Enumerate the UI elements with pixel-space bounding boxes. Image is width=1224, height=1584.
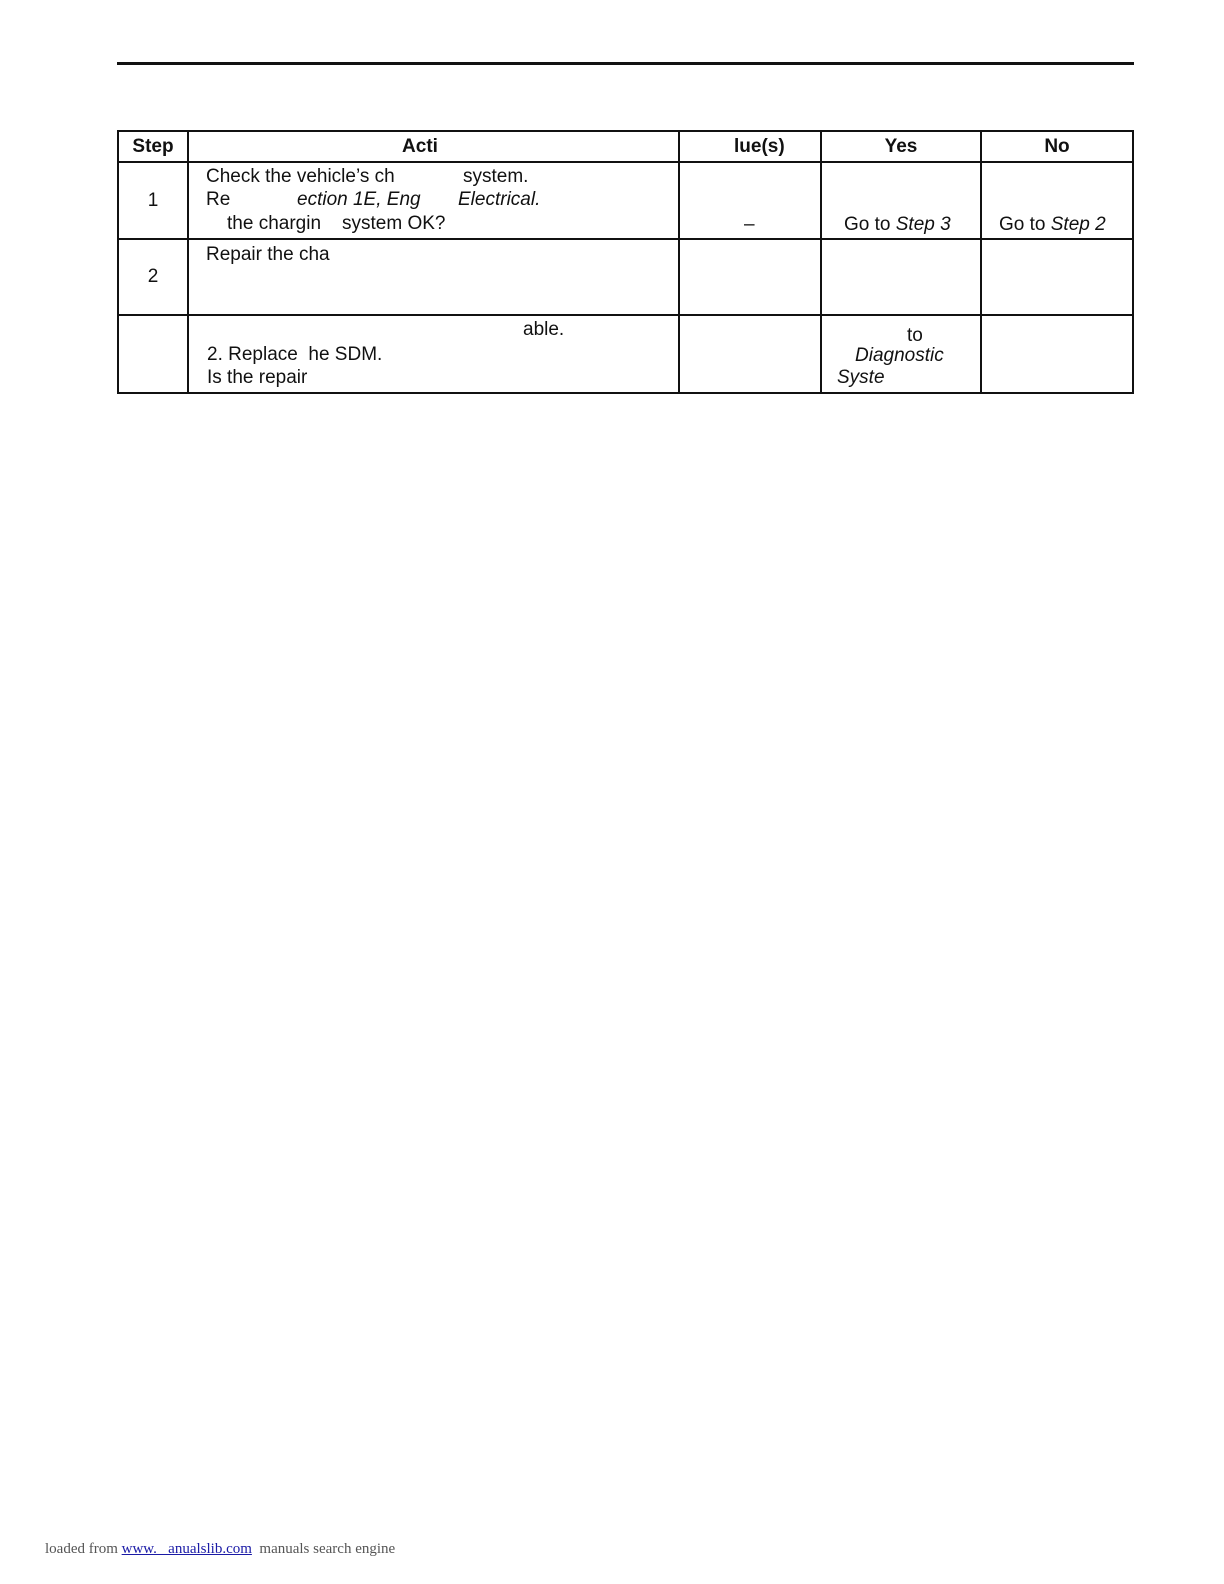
row3-yes-line2: Diagnostic [855,345,944,366]
row1-step: 1 [147,190,159,211]
row1-action-line2b: ection 1E, Eng [297,189,421,210]
row1-yes: Go to Step 3 [844,214,951,235]
footer-prefix: loaded from [45,1541,122,1557]
row2-action-line1: Repair the cha [206,244,330,265]
row3-action-line3: Is the repair [207,367,308,388]
row1-no: Go to Step 2 [999,214,1106,235]
col-divider-step [187,130,189,394]
col-divider-yes [980,130,982,394]
row1-action-line3b: system OK? [342,213,446,234]
header-step: Step [132,136,174,157]
row1-action-line1b: system. [463,166,529,187]
footer-source [45,1541,395,1558]
col-divider-action [678,130,680,394]
row3-yes-line1: to [907,325,923,346]
row3-action-line1: able. [523,319,565,340]
header-action: Acti [402,136,438,157]
table-border-left [117,130,119,394]
header-yes: Yes [884,136,918,157]
row2-step: 2 [147,266,159,287]
row1-action-line3: the chargin [227,213,322,234]
footer-suffix: manuals search engine [251,1541,396,1557]
top-rule [117,62,1134,65]
diagnostic-table [117,130,1134,394]
col-divider-values [820,130,822,394]
header-values: lue(s) [734,136,785,157]
table-border-right [1132,130,1134,394]
row3-yes-line3: Syste [837,367,885,388]
row1-action-line2c: Electrical. [458,189,541,210]
row1-value: – [744,214,755,235]
header-no: No [1044,136,1070,157]
footer-link[interactable]: www. anualslib.com [121,1541,252,1557]
row1-action-line2a: Re [206,189,231,210]
row3-action-line2: 2. Replace he SDM. [207,344,383,365]
row1-action-line1: Check the vehicle’s ch [206,166,395,187]
